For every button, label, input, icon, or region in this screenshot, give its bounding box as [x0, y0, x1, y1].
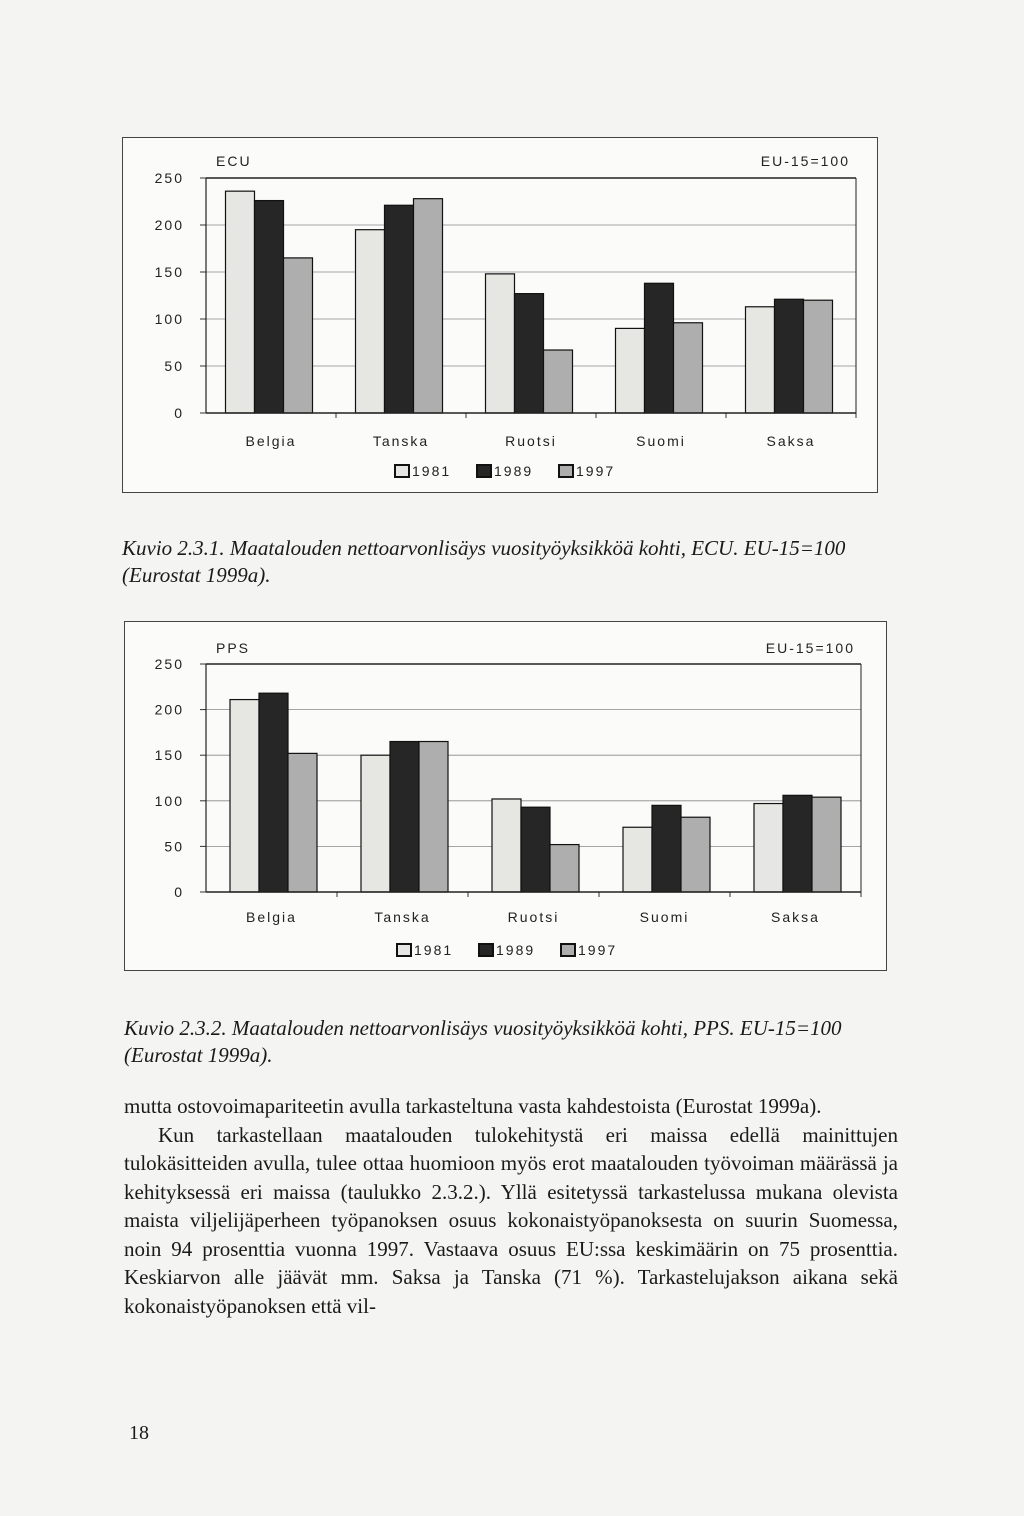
pps-legend-label-1989: 1989: [496, 942, 536, 958]
pps-unit-label: PPS: [216, 640, 251, 656]
ecu-unit-label: ECU: [216, 153, 252, 169]
pps-legend-label-1981: 1981: [414, 942, 454, 958]
ecu-bar-tanska-1981: [356, 230, 385, 413]
ecu-bar-suomi-1997: [674, 323, 703, 413]
ecu-bar-ruotsi-1981: [486, 274, 515, 413]
pps-ytick-label: 150: [154, 747, 184, 764]
pps-bar-belgia-1981: [230, 700, 259, 892]
pps-category-label: Saksa: [771, 909, 820, 925]
ecu-bar-suomi-1981: [616, 328, 645, 413]
pps-bar-ruotsi-1981: [492, 799, 521, 892]
ecu-category-label: Suomi: [636, 433, 686, 449]
pps-bar-tanska-1989: [390, 742, 419, 892]
ecu-reference-label: EU-15=100: [760, 153, 850, 169]
pps-category-label: Belgia: [246, 909, 297, 925]
ecu-bar-belgia-1989: [255, 201, 284, 413]
ecu-legend-label-1997: 1997: [576, 463, 616, 479]
ecu-category-label: Tanska: [372, 433, 430, 449]
pps-bar-tanska-1997: [419, 742, 448, 892]
pps-bar-belgia-1989: [259, 693, 288, 892]
pps-bar-tanska-1981: [361, 755, 390, 892]
chart-pps: [124, 621, 887, 971]
ecu-ytick-label: 100: [154, 311, 184, 327]
pps-legend-swatch-1997: [561, 944, 575, 956]
paragraph-1: mutta ostovoimapariteetin avulla tarkasteltuna vasta kahdestoista (Eurostat 1999a).: [124, 1094, 822, 1118]
pps-reference-label: EU-15=100: [765, 640, 855, 656]
caption-figure-1: Kuvio 2.3.1. Maatalouden nettoarvonlisäys vuosityöyksikköä kohti, ECU. EU-15=100 (Eurostat 1999a).: [122, 536, 846, 587]
page-number: 18: [129, 1422, 149, 1444]
ecu-ytick-label: 50: [164, 358, 184, 374]
ecu-legend-swatch-1989: [477, 465, 491, 477]
ecu-bar-belgia-1997: [284, 258, 313, 413]
pps-bar-suomi-1997: [681, 817, 710, 892]
chart-ecu: [122, 137, 878, 493]
ecu-bar-ruotsi-1989: [515, 294, 544, 413]
pps-bar-saksa-1997: [812, 797, 841, 892]
body-text: [124, 1092, 898, 1320]
ecu-legend-label-1989: 1989: [494, 463, 534, 479]
pps-bar-ruotsi-1989: [521, 807, 550, 892]
caption-figure-2: Kuvio 2.3.2. Maatalouden nettoarvonlisäys vuosityöyksikköä kohti, PPS. EU-15=100 (Eurostat 1999a).: [124, 1016, 842, 1067]
pps-ytick-label: 50: [164, 838, 184, 855]
paragraph-2: Kun tarkastellaan maatalouden tulokehitystä eri maissa edellä mainittujen tulokäsitteiden avulla, tulee ottaa huomioon myös erot maatalouden työvoiman määrässä ja kehityksessä eri maissa (taulukko 2.3.2.). Yllä esitetyssä tarkastelussa mukana olevista maista viljelijäperheen työpanoksen osuus kokonaistyöpanoksesta on suurin Suomessa, noin 94 prosenttia vuonna 1997. Vastaava osuus EU:ssa keskimäärin on 75 prosenttia. Keskiarvon alle jäävät mm. Saksa ja Tanska (71 %). Tarkastelujakson aikana sekä kokonaistyöpanoksen että vil-: [124, 1122, 898, 1318]
ecu-bar-suomi-1989: [645, 283, 674, 413]
ecu-bar-ruotsi-1997: [544, 350, 573, 413]
ecu-category-label: Belgia: [245, 433, 297, 449]
ecu-bar-tanska-1989: [385, 205, 414, 413]
pps-ytick-label: 200: [154, 701, 184, 718]
ecu-legend-swatch-1981: [395, 465, 409, 477]
ecu-category-label: Ruotsi: [505, 433, 557, 449]
pps-category-label: Suomi: [639, 909, 690, 925]
ecu-ytick-label: 250: [154, 170, 184, 186]
ecu-legend-swatch-1997: [559, 465, 573, 477]
ecu-ytick-label: 200: [154, 217, 184, 233]
pps-bar-suomi-1989: [652, 805, 681, 892]
pps-bar-suomi-1981: [623, 827, 652, 892]
pps-legend-label-1997: 1997: [578, 942, 618, 958]
pps-category-label: Ruotsi: [507, 909, 560, 925]
pps-ytick-label: 250: [154, 656, 184, 672]
pps-category-label: Tanska: [374, 909, 431, 925]
ecu-bar-tanska-1997: [414, 199, 443, 413]
ecu-legend-label-1981: 1981: [412, 463, 452, 479]
ecu-ytick-label: 150: [154, 264, 184, 280]
ecu-bar-saksa-1997: [804, 300, 833, 413]
pps-legend-swatch-1981: [397, 944, 411, 956]
ecu-bar-saksa-1989: [775, 299, 804, 413]
pps-ytick-label: 100: [154, 792, 184, 809]
pps-bar-ruotsi-1997: [550, 845, 579, 892]
ecu-bar-saksa-1981: [746, 307, 775, 413]
chart-ecu-svg: [123, 138, 879, 494]
chart-pps-svg: [125, 622, 888, 972]
ecu-category-label: Saksa: [766, 433, 816, 449]
pps-bar-saksa-1981: [754, 804, 783, 892]
pps-ytick-label: 0: [174, 884, 184, 900]
pps-legend-swatch-1989: [479, 944, 493, 956]
pps-bar-saksa-1989: [783, 795, 812, 892]
pps-bar-belgia-1997: [288, 753, 317, 892]
ecu-bar-belgia-1981: [226, 191, 255, 413]
ecu-ytick-label: 0: [174, 405, 184, 421]
